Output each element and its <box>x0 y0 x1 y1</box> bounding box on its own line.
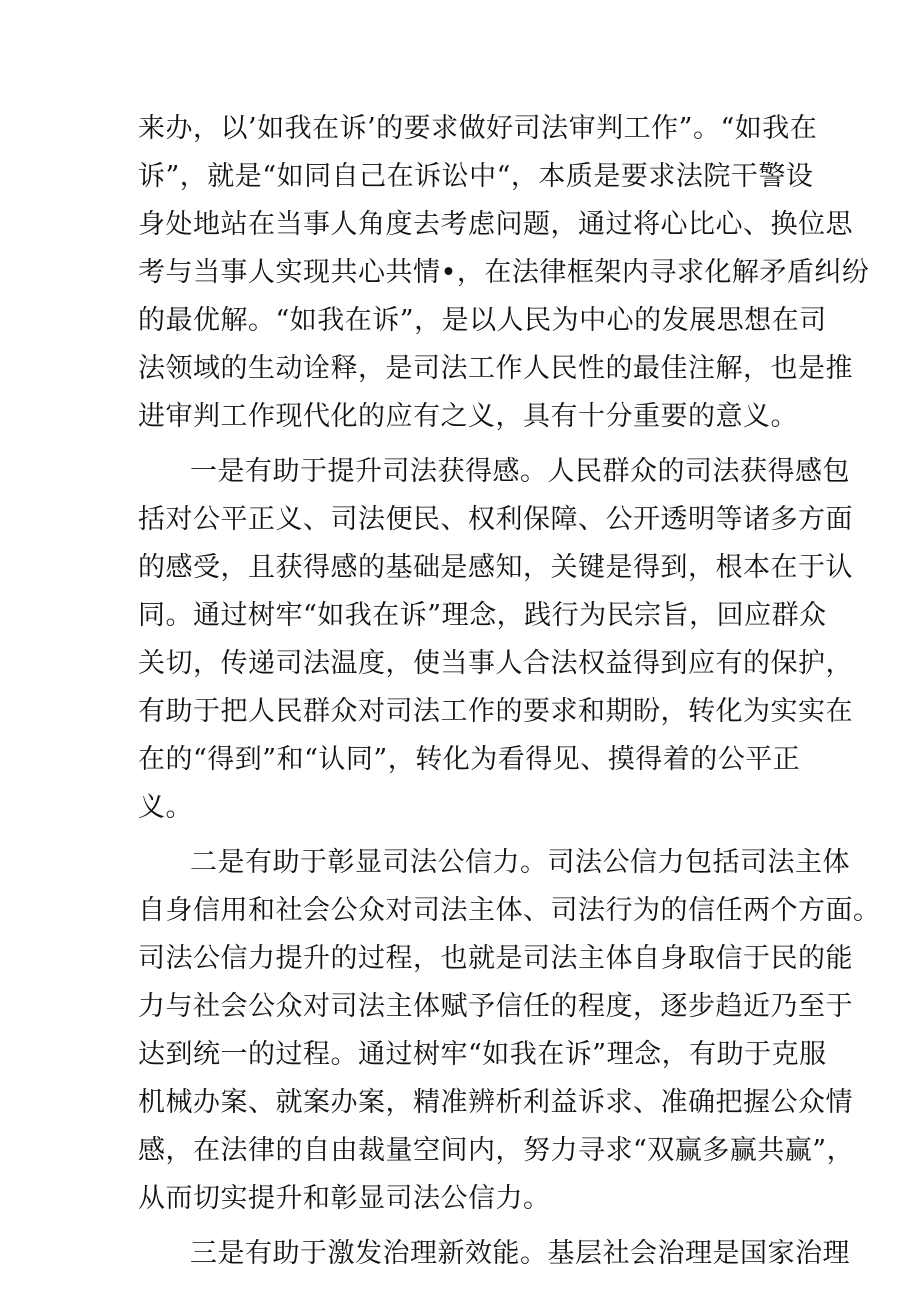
text-line: 义。 <box>138 792 193 823</box>
text-line: 同。通过树牢“如我在诉”理念，践行为民宗旨，回应群众 <box>138 600 827 631</box>
text-line: 司法公信力提升的过程，也就是司法主体自身取信于民的能 <box>138 943 853 974</box>
text-line: 括对公平正义、司法便民、权利保障、公开透明等诸多方面 <box>138 504 853 535</box>
text-line: 关切，传递司法温度，使当事人合法权益得到应有的保护， <box>138 648 853 679</box>
text-line: 诉”，就是“如同自己在诉讼中“，本质是要求法院干警设 <box>138 161 814 192</box>
text-line: 达到统一的过程。通过树牢“如我在诉”理念，有助于克服 <box>138 1039 827 1070</box>
paragraph-first-line: 一是有助于提升司法获得感。人民群众的司法获得感包 <box>190 456 850 487</box>
text-line: 有助于把人民群众对司法工作的要求和期盼，转化为实实在 <box>138 696 853 727</box>
text-line: 自身信用和社会公众对司法主体、司法行为的信任两个方面。 <box>138 895 881 926</box>
paragraph-first-line: 三是有助于激发治理新效能。基层社会治理是国家治理 <box>190 1238 850 1269</box>
text-line: 从而切实提升和彰显司法公信力。 <box>138 1183 551 1214</box>
paragraph-first-line: 二是有助于彰显司法公信力。司法公信力包括司法主体 <box>190 847 850 878</box>
text-line: 考与当事人实现共心共情•，在法律框架内寻求化解矛盾纠纷 <box>138 257 870 288</box>
text-line: 来办，以’如我在诉’的要求做好司法审判工作”。“如我在 <box>138 113 818 144</box>
text-line: 力与社会公众对司法主体赋予信任的程度，逐步趋近乃至于 <box>138 991 853 1022</box>
text-line: 的最优解。“如我在诉”，是以人民为中心的发展思想在司 <box>138 305 827 336</box>
text-line: 感，在法律的自由裁量空间内，努力寻求“双赢多赢共赢”， <box>138 1135 855 1166</box>
text-line: 在的“得到”和“认同”，转化为看得见、摸得着的公平正 <box>138 744 801 775</box>
text-line: 机械办案、就案办案，精准辨析利益诉求、准确把握公众情 <box>138 1087 853 1118</box>
text-line: 进审判工作现代化的应有之义，具有十分重要的意义。 <box>138 401 798 432</box>
text-line: 身处地站在当事人角度去考虑问题，通过将心比心、换位思 <box>138 209 853 240</box>
text-line: 法领域的生动诠释，是司法工作人民性的最佳注解，也是推 <box>138 353 853 384</box>
text-line: 的感受，且获得感的基础是感知，关键是得到，根本在于认 <box>138 552 853 583</box>
